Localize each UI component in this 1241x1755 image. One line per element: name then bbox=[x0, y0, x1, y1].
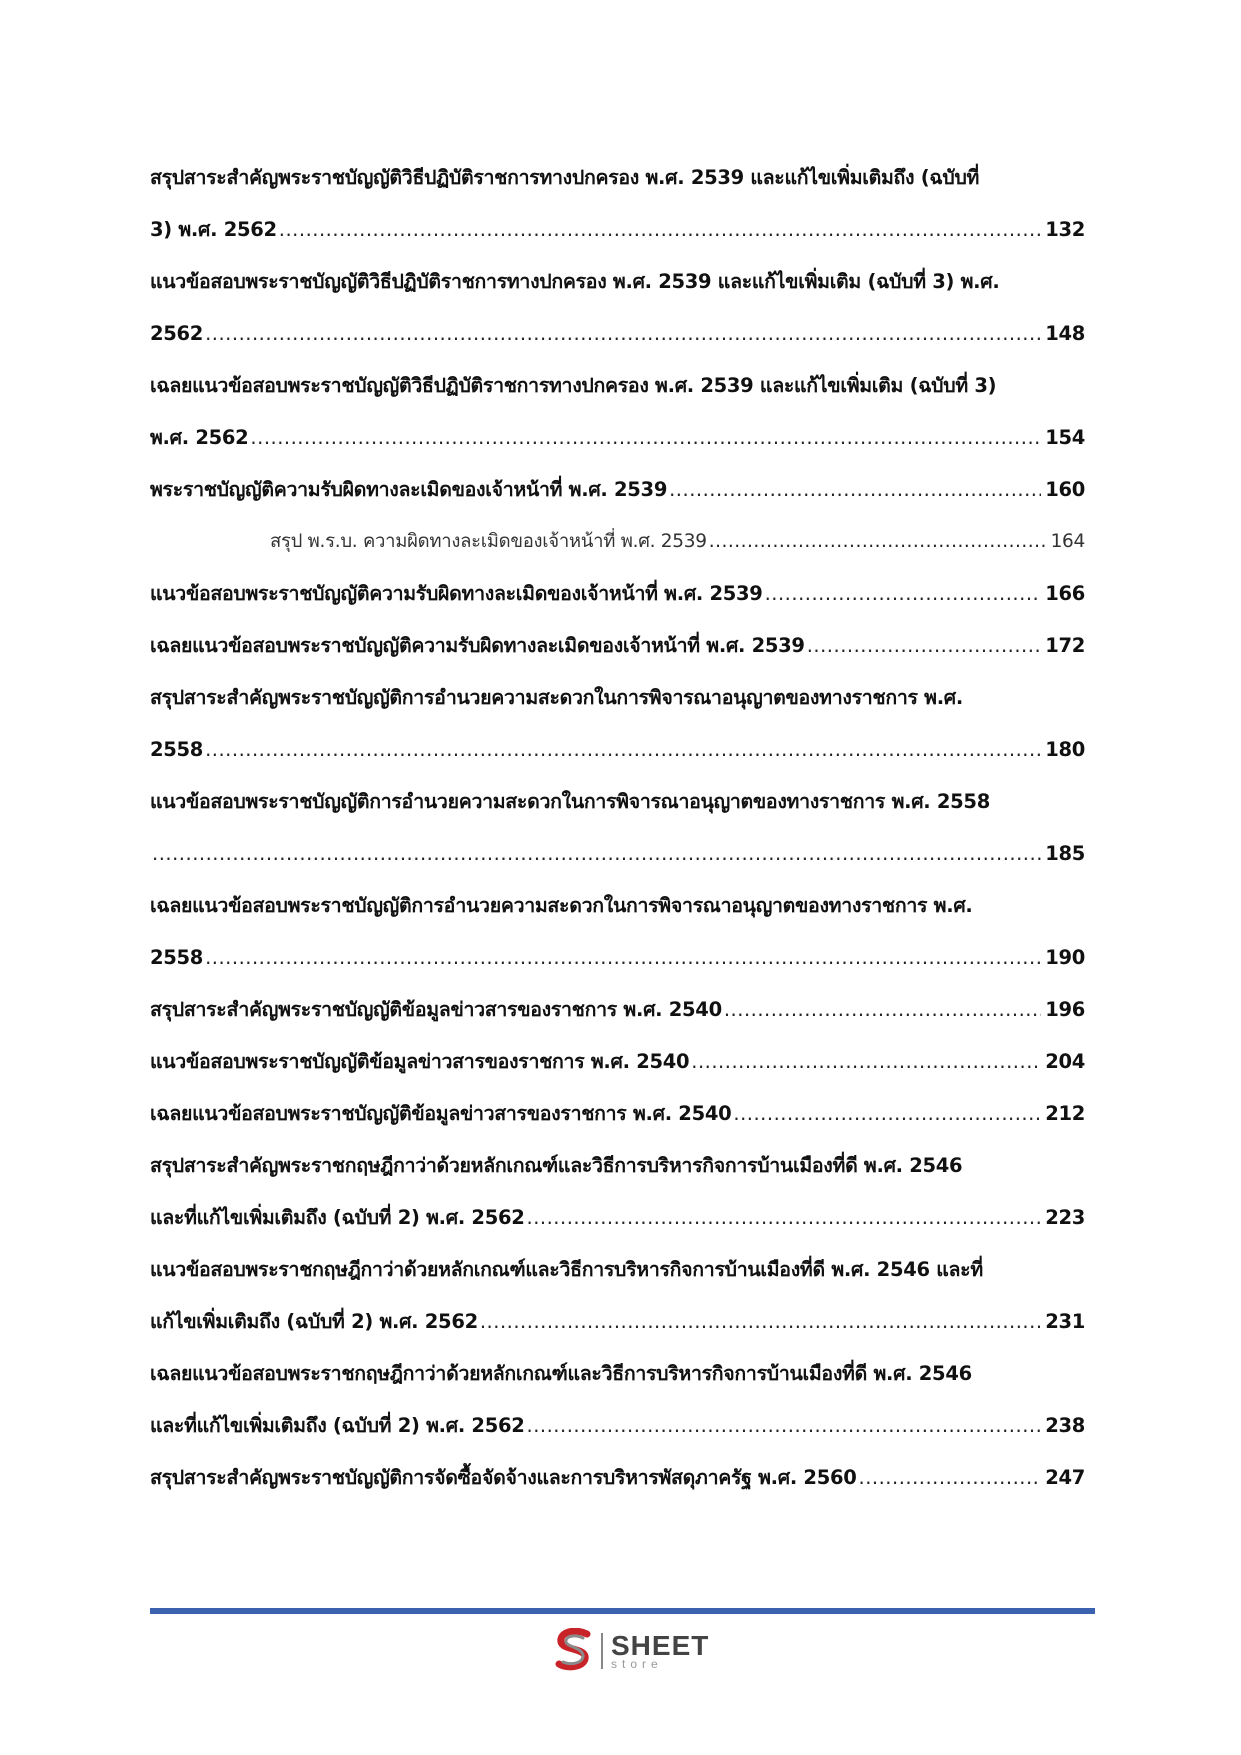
dot-leader bbox=[807, 620, 1041, 672]
toc-entry-title: 2558 bbox=[150, 738, 204, 761]
footer-rule bbox=[150, 1608, 1095, 1614]
toc-entry-page: 204 bbox=[1045, 1050, 1085, 1073]
toc-entry-page: 180 bbox=[1045, 738, 1085, 761]
toc-entry[interactable] bbox=[150, 152, 1085, 256]
sheet-s-logo-icon bbox=[553, 1628, 595, 1674]
toc-entry[interactable] bbox=[150, 1452, 1085, 1504]
dot-leader bbox=[205, 932, 1041, 984]
dot-leader bbox=[733, 1088, 1041, 1140]
toc-entry-title: 3) พ.ศ. 2562 bbox=[150, 218, 277, 241]
toc-entry-title-line1: สรุปสาระสำคัญพระราชบัญญัติการอำนวยความสะดวกในการพิจารณาอนุญาตของทางราชการ พ.ศ. bbox=[150, 686, 963, 709]
dot-leader bbox=[859, 1452, 1042, 1504]
toc-entry[interactable] bbox=[150, 1348, 1085, 1452]
toc-entry[interactable] bbox=[150, 1036, 1085, 1088]
toc-entry[interactable] bbox=[150, 360, 1085, 464]
toc-entry-title: แนวข้อสอบพระราชบัญญัติข้อมูลข่าวสารของราชการ พ.ศ. 2540 bbox=[150, 1050, 690, 1073]
toc-entry-page: 231 bbox=[1045, 1310, 1085, 1333]
dot-leader bbox=[691, 1036, 1041, 1088]
toc-entry-page: 132 bbox=[1045, 218, 1085, 241]
sheet-store-logo bbox=[553, 1628, 709, 1674]
toc-entry-page: 196 bbox=[1045, 998, 1085, 1021]
toc-entry-title: เฉลยแนวข้อสอบพระราชบัญญัติข้อมูลข่าวสารของราชการ พ.ศ. 2540 bbox=[150, 1102, 732, 1125]
toc-entry-page: 185 bbox=[1045, 842, 1085, 865]
toc-entry-page: 164 bbox=[1050, 531, 1085, 552]
dot-leader bbox=[279, 204, 1041, 256]
toc-entry-page: 223 bbox=[1045, 1206, 1085, 1229]
dot-leader bbox=[152, 828, 1041, 880]
dot-leader bbox=[527, 1192, 1042, 1244]
dot-leader bbox=[480, 1296, 1041, 1348]
dot-leader bbox=[250, 412, 1041, 464]
toc-entry[interactable] bbox=[150, 1244, 1085, 1348]
dot-leader bbox=[765, 568, 1042, 620]
toc-entry-title-line1: เฉลยแนวข้อสอบพระราชบัญญัติการอำนวยความสะดวกในการพิจารณาอนุญาตของทางราชการ พ.ศ. bbox=[150, 894, 973, 917]
dot-leader bbox=[527, 1400, 1042, 1452]
logo-subword: store bbox=[611, 1657, 663, 1671]
toc-entry-page: 247 bbox=[1045, 1466, 1085, 1489]
toc-entry-title: สรุป พ.ร.บ. ความผิดทางละเมิดของเจ้าหน้าที่ พ.ศ. 2539 bbox=[270, 531, 707, 552]
toc-entry[interactable] bbox=[150, 1140, 1085, 1244]
toc-entry-title: 2562 bbox=[150, 322, 204, 345]
toc-entry-title: พ.ศ. 2562 bbox=[150, 426, 249, 449]
dot-leader bbox=[709, 516, 1047, 568]
toc-entry[interactable] bbox=[150, 256, 1085, 360]
toc-entry-page: 160 bbox=[1045, 478, 1085, 501]
logo-word: SHEET bbox=[611, 1630, 710, 1661]
toc-entry[interactable] bbox=[150, 880, 1085, 984]
dot-leader bbox=[724, 984, 1041, 1036]
table-of-contents bbox=[150, 152, 1085, 1504]
toc-entry-title: แก้ไขเพิ่มเติมถึง (ฉบับที่ 2) พ.ศ. 2562 bbox=[150, 1310, 478, 1333]
toc-entry-page: 154 bbox=[1045, 426, 1085, 449]
toc-entry[interactable] bbox=[150, 620, 1085, 672]
toc-entry[interactable] bbox=[150, 776, 1085, 880]
toc-entry-title-line1: เฉลยแนวข้อสอบพระราชกฤษฎีกาว่าด้วยหลักเกณฑ์และวิธีการบริหารกิจการบ้านเมืองที่ดี พ.ศ. 2546 bbox=[150, 1362, 972, 1385]
toc-entry-title-line1: เฉลยแนวข้อสอบพระราชบัญญัติวิธีปฏิบัติราชการทางปกครอง พ.ศ. 2539 และแก้ไขเพิ่มเติม (ฉบับที่ 3) bbox=[150, 374, 997, 397]
dot-leader bbox=[205, 308, 1041, 360]
toc-entry-title-line1: สรุปสาระสำคัญพระราชกฤษฎีกาว่าด้วยหลักเกณฑ์และวิธีการบริหารกิจการบ้านเมืองที่ดี พ.ศ. 2546 bbox=[150, 1154, 963, 1177]
toc-subentry[interactable] bbox=[150, 516, 1085, 568]
logo-separator bbox=[601, 1633, 603, 1669]
dot-leader bbox=[669, 464, 1041, 516]
toc-entry-title: สรุปสาระสำคัญพระราชบัญญัติข้อมูลข่าวสารของราชการ พ.ศ. 2540 bbox=[150, 998, 722, 1021]
toc-entry[interactable] bbox=[150, 672, 1085, 776]
toc-entry[interactable] bbox=[150, 1088, 1085, 1140]
toc-entry-page: 172 bbox=[1045, 634, 1085, 657]
toc-entry-title-line1: แนวข้อสอบพระราชกฤษฎีกาว่าด้วยหลักเกณฑ์และวิธีการบริหารกิจการบ้านเมืองที่ดี พ.ศ. 2546 และที่ bbox=[150, 1258, 983, 1281]
toc-entry-title: สรุปสาระสำคัญพระราชบัญญัติการจัดซื้อจัดจ้างและการบริหารพัสดุภาครัฐ พ.ศ. 2560 bbox=[150, 1466, 857, 1489]
toc-entry[interactable] bbox=[150, 568, 1085, 620]
toc-entry-page: 212 bbox=[1045, 1102, 1085, 1125]
toc-entry-page: 238 bbox=[1045, 1414, 1085, 1437]
toc-entry-title-line1: สรุปสาระสำคัญพระราชบัญญัติวิธีปฏิบัติราชการทางปกครอง พ.ศ. 2539 และแก้ไขเพิ่มเติมถึง (ฉบับที่ bbox=[150, 166, 980, 189]
toc-entry-title: เฉลยแนวข้อสอบพระราชบัญญัติความรับผิดทางละเมิดของเจ้าหน้าที่ พ.ศ. 2539 bbox=[150, 634, 805, 657]
toc-entry-title: และที่แก้ไขเพิ่มเติมถึง (ฉบับที่ 2) พ.ศ. 2562 bbox=[150, 1414, 525, 1437]
toc-entry-title: และที่แก้ไขเพิ่มเติมถึง (ฉบับที่ 2) พ.ศ. 2562 bbox=[150, 1206, 525, 1229]
toc-entry-page: 148 bbox=[1045, 322, 1085, 345]
toc-entry-page: 166 bbox=[1045, 582, 1085, 605]
toc-entry[interactable] bbox=[150, 984, 1085, 1036]
dot-leader bbox=[205, 724, 1041, 776]
toc-entry[interactable] bbox=[150, 464, 1085, 516]
toc-entry-title-line1: แนวข้อสอบพระราชบัญญัติวิธีปฏิบัติราชการทางปกครอง พ.ศ. 2539 และแก้ไขเพิ่มเติม (ฉบับที่ 3) พ.ศ. bbox=[150, 270, 1000, 293]
toc-entry-page: 190 bbox=[1045, 946, 1085, 969]
toc-entry-title: แนวข้อสอบพระราชบัญญัติความรับผิดทางละเมิดของเจ้าหน้าที่ พ.ศ. 2539 bbox=[150, 582, 763, 605]
toc-entry-title-line1: แนวข้อสอบพระราชบัญญัติการอำนวยความสะดวกในการพิจารณาอนุญาตของทางราชการ พ.ศ. 2558 bbox=[150, 790, 990, 813]
toc-entry-title: 2558 bbox=[150, 946, 204, 969]
toc-entry-title: พระราชบัญญัติความรับผิดทางละเมิดของเจ้าหน้าที่ พ.ศ. 2539 bbox=[150, 478, 668, 501]
